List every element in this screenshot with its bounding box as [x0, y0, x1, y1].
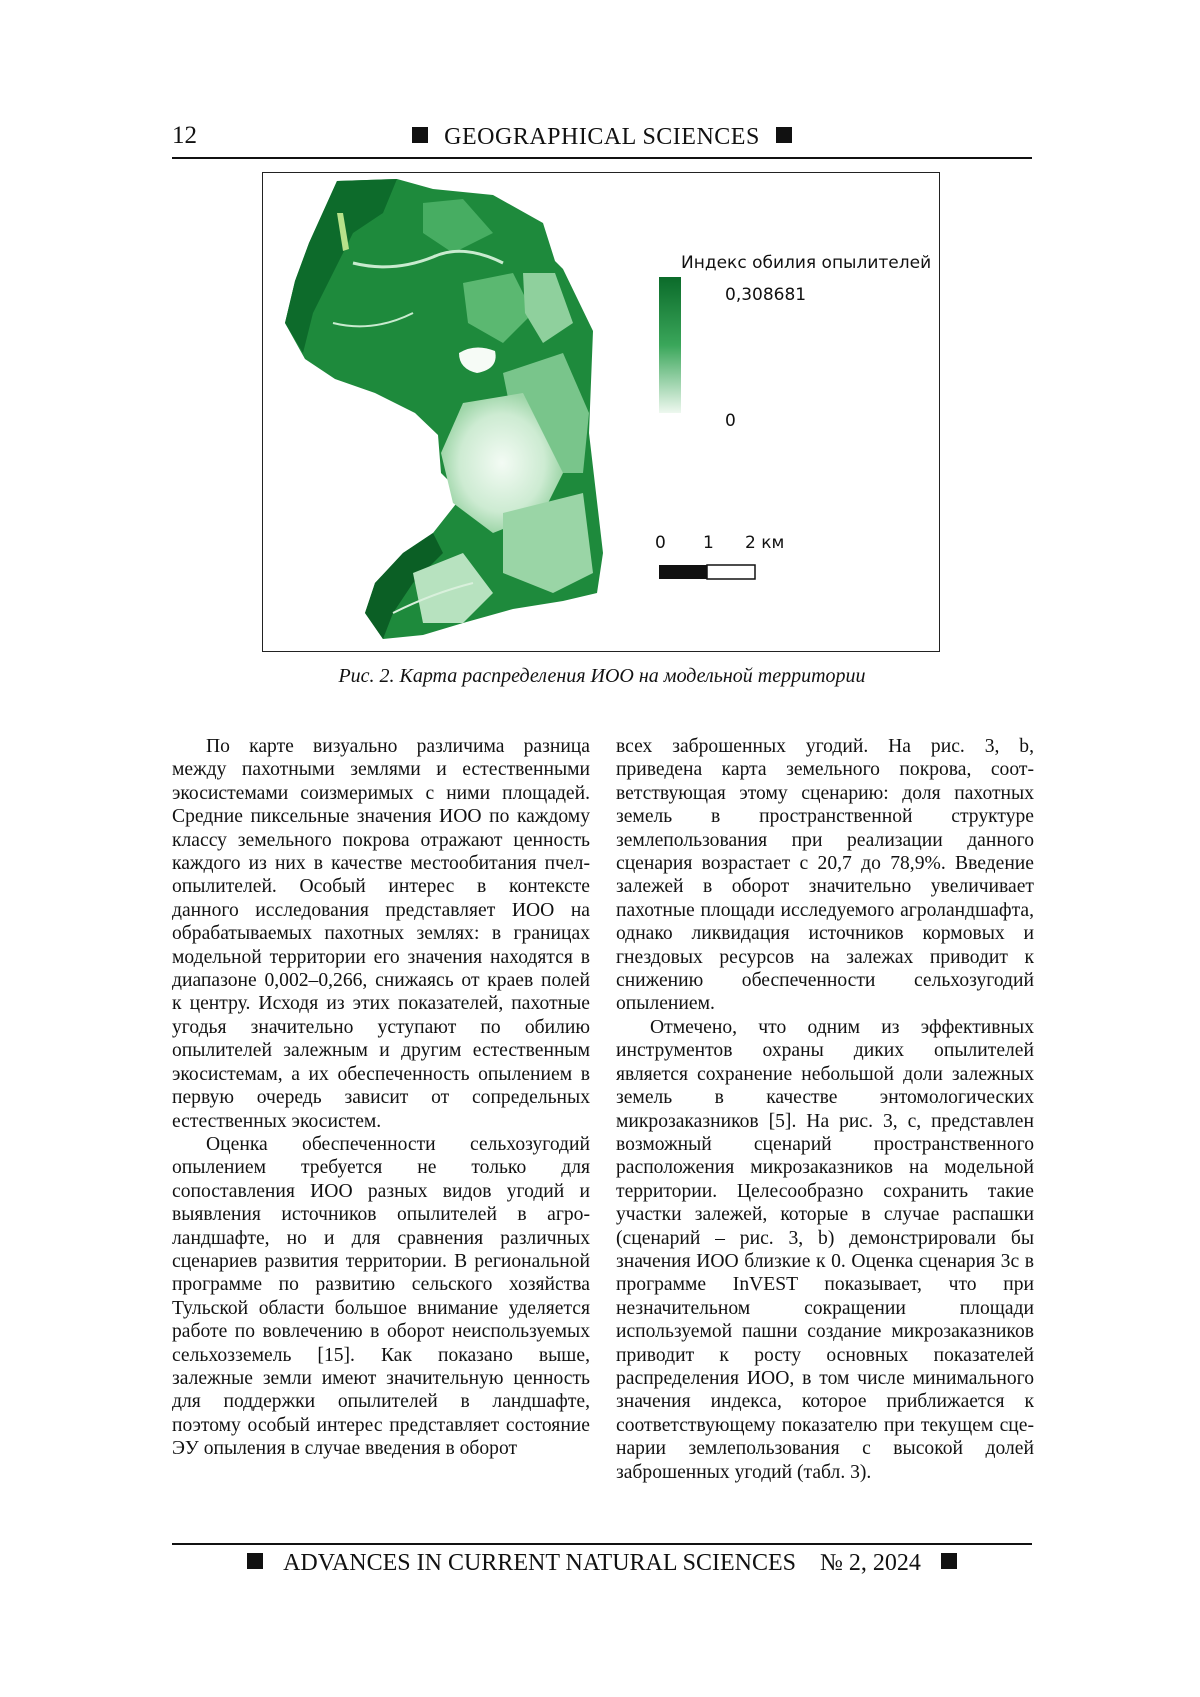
scale-label-1: 1: [703, 533, 714, 553]
paragraph: Отмечено, что одним из эффективных инструментов охраны диких опылителей является сохранение небольшой доли за­лежных земель в качестве энтомологиче­ских микрозаказников [5]. На рис. 3, c, пред­ставлен возможный сценарий простран­ственного расположения микрозаказников на модельной территории. Целесообразно сохранить такие участки залежей, которые в случае распашки (сценарий – рис. 3, b) де­монстрировали бы значения ИОО близкие к 0. Оценка сценария 3c в программе In­VEST показывает, что при незначительном сокращении площади используемой пашни создание микрозаказников приводит к ро­сту основных показателей распределения ИОО, в том числе минимального значения индекса, которое приближается к соответ­ствующему показателю при текущем сце­нарии землепользования с высокой долей заброшенных угодий (табл. 3).: [616, 1016, 1034, 1484]
figure-caption: Рис. 2. Карта распределения ИОО на модельной территории: [172, 665, 1032, 688]
header-rule: [172, 157, 1032, 159]
legend-min-value: 0: [725, 411, 736, 431]
legend-max-value: 0,308681: [725, 285, 806, 305]
journal-name: ADVANCES IN CURRENT NATURAL SCIENCES: [283, 1550, 796, 1576]
scale-bar-white: [707, 565, 755, 579]
legend-gradient-bar: [659, 277, 681, 413]
right-column: [616, 735, 1034, 1484]
paragraph: всех заброшенных угодий. На рис. 3, b, приведена карта земельного покрова, соот­ветствующая этому сценарию: доля пахот­ных земель в пространственной структуре землепользования при реализации данного сценария возрастает с 20,7 до 78,9%. Введе­ние залежей в оборот значительно увеличи­вает пахотные площади исследуемого агро­ландшафта, однако ликвидация источников кормовых и гнездовых ресурсов на зале­жах приводит к снижению обеспеченности сельхозугодий опылением.: [616, 735, 1034, 1016]
square-bullet-icon: [412, 127, 428, 143]
figure-map: [262, 172, 940, 652]
paragraph: По карте визуально различима разница между пахотными землями и естественны­ми экосистемами соизмеримых с ними пло­щадей. Средние пиксельные значения ИОО по каждому классу земельного покрова от­ражают ценность каждого из них в качестве местообитания пчел-опылителей. Особый интерес в контексте данного исследова­ния представляет ИОО на обрабатываемых пахотных землях: в границах модельной территории его значения находятся в диа­пазоне 0,002–0,266, снижаясь от краев по­лей к центру. Исходя из этих показателей, пахотные угодья значительно уступают по обилию опылителей залежным и другим естественным экосистемам, а их обеспечен­ность опылением в первую очередь зависит от сопредельных естественных экосистем.: [172, 735, 590, 1133]
footer-rule: [172, 1543, 1032, 1545]
scale-label-2: 2 км: [745, 533, 784, 553]
page-header: [172, 120, 1032, 158]
journal-section-title: [172, 124, 1032, 151]
issue-number: № 2, 2024: [820, 1550, 921, 1576]
square-bullet-icon: [941, 1553, 957, 1569]
paragraph: Оценка обеспеченности сельхозуго­дий опылением требуется не только для сопоставления ИОО разных видов угодий и выявления источников опылителей в агро­ландшафте, но и для сравнения различных сценариев развития территории. В регио­нальной программе по развитию сельско­го хозяйства Тульской области большое внимание уделяется работе по вовлечению в оборот неиспользуемых сельхозземель [15]. Как показано выше, залежные земли имеют значительную ценность для под­держки опылителей в ландшафте, поэтому особый интерес представляет состояние ЭУ опыления в случае введения в оборот: [172, 1133, 590, 1461]
section-name: GEOGRAPHICAL SCIENCES: [444, 124, 760, 150]
page-number: 12: [172, 122, 197, 150]
scale-label-0: 0: [655, 533, 666, 553]
square-bullet-icon: [776, 127, 792, 143]
legend-title: Индекс обилия опылителей: [681, 253, 931, 273]
map-graphic: [263, 173, 941, 653]
square-bullet-icon: [247, 1553, 263, 1569]
left-column: [172, 735, 590, 1461]
page-footer: [172, 1550, 1032, 1577]
scale-bar-black: [659, 565, 707, 579]
